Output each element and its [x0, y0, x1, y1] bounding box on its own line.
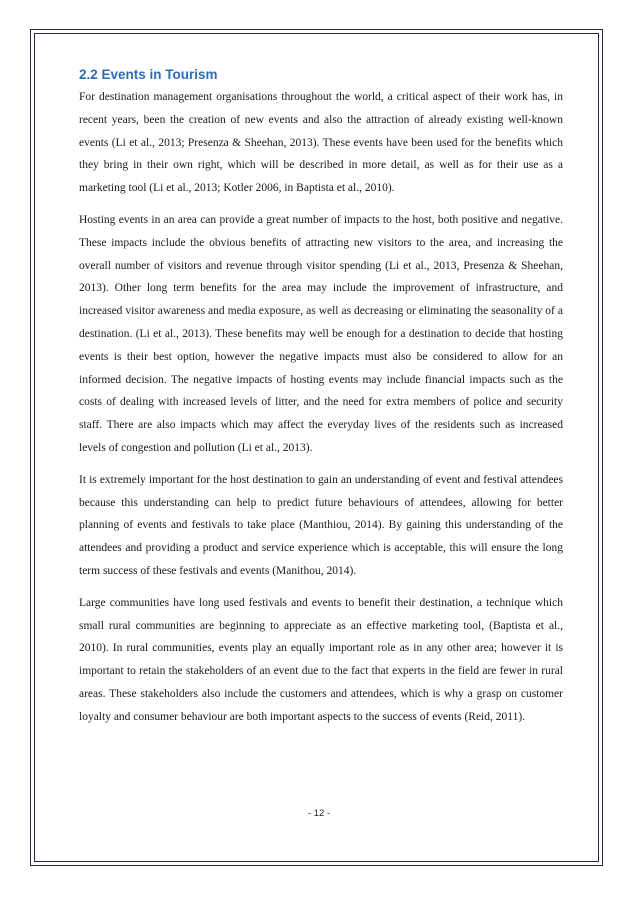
paragraph-3: It is extremely important for the host destination to gain an understanding of event and festival attendees because this understanding can help to predict future behaviours of attendees, allowing for better planning of events and festivals to take place (Manthiou, 2014). By gaining this understanding of the attendees and providing a product and service experience which is acceptable, this will ensure the long term success of these festivals and events (Manithou, 2014). — [79, 473, 563, 577]
paragraph-1: For destination management organisations throughout the world, a critical aspect of their work has, in recent years, been the creation of new events and also the attraction of already existing well-known events (Li et al., 2013; Presenza & Sheehan, 2013). These events have been used for the benefits which they bring in their own right, which will be described in more detail, as well as for their use as a marketing tool (Li et al., 2013; Kotler 2006, in Baptista et al., 2010). — [79, 91, 563, 195]
paragraph-2: Hosting events in an area can provide a great number of impacts to the host, both positive and negative. These impacts include the obvious benefits of attracting new visitors to the area, and increasing the overall number of visitors and revenue through visitor spending (Li et al., 2013, Presenza & Sheehan, 2013). Other long term benefits for the area may include the improvement of infrastructure, and increased visitor awareness and media exposure, as well as decreasing or eliminating the seasonality of a destination. (Li et al., 2013). These benefits may well be enough for a destination to decide that hosting events is their best option, however the negative impacts must also be considered to allow for an informed decision. The negative impacts of hosting events may include financial impacts such as the costs of dealing with increased levels of litter, and the need for extra members of police and security staff. There are also impacts which may affect the everyday lives of the residents such as increased levels of congestion and pollution (Li et al., 2013). — [79, 213, 563, 454]
page-number: - 12 - — [307, 808, 331, 819]
paragraph-4: Large communities have long used festivals and events to benefit their destination, a technique which small rural communities are beginning to appreciate as an effective marketing tool, (Baptista et al., 2010). In rural communities, events play an equally important role as in any other area; however it is important to retain the stakeholders of an event due to the fact that experts in the field are fewer in rural areas. These stakeholders also include the customers and attendees, which is why a grasp on customer loyalty and consumer behaviour are both important aspects to the success of events (Reid, 2011). — [79, 596, 563, 723]
document-body — [79, 66, 563, 738]
section-heading: 2.2 Events in Tourism — [79, 67, 218, 82]
